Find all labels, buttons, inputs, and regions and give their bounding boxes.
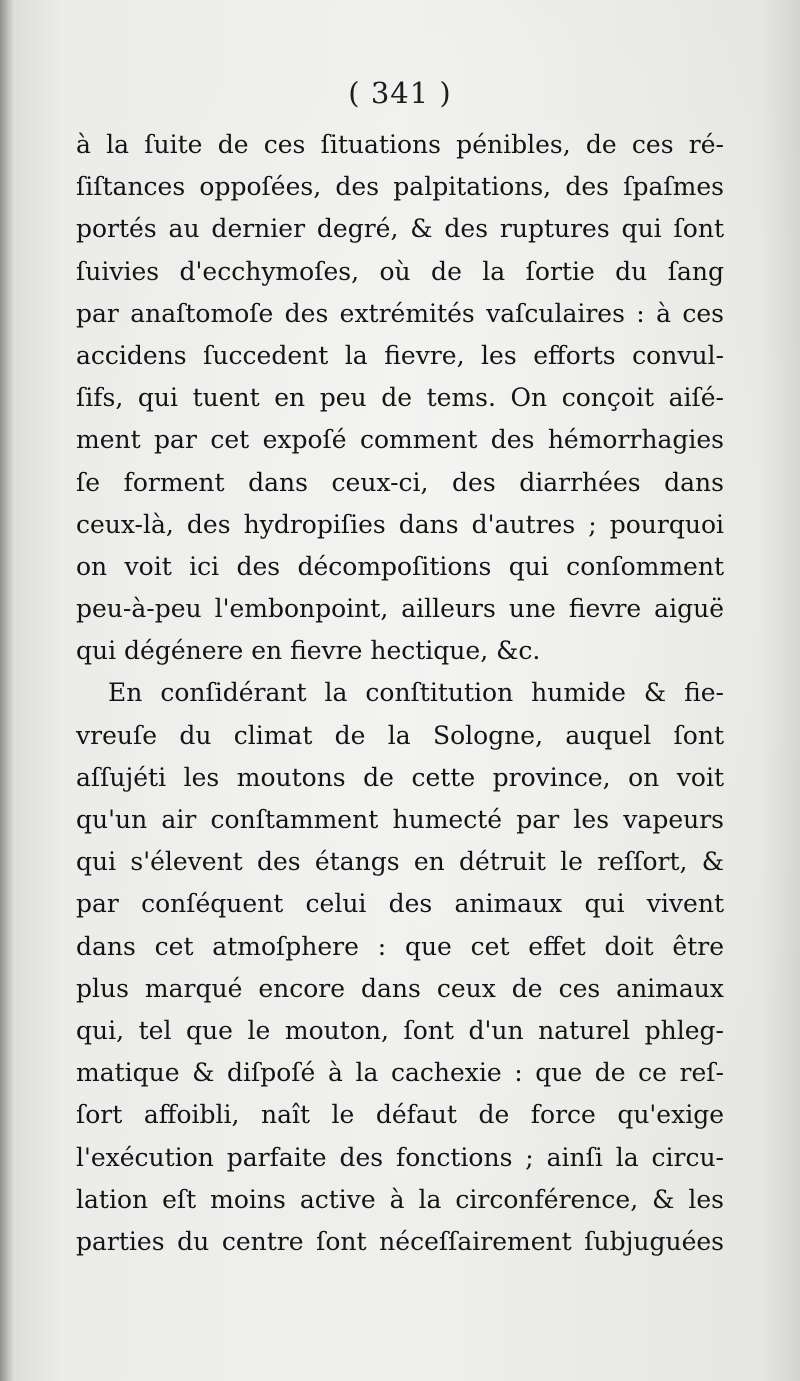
text-line: on voit ici des décompoſitions qui conſomment — [76, 551, 724, 581]
page-number: ( 341 ) — [348, 76, 452, 110]
text-line: qui dégénere en fievre hectique, &c. — [76, 636, 541, 666]
text-line: à la ſuite de ces ſituations pénibles, de ces ré- — [76, 130, 724, 159]
text-line: qui, tel que le mouton, ſont d'un naturel phleg- — [76, 1015, 724, 1045]
text-line: par anaſtomoſe des extrémités vaſculaires : à ces — [76, 298, 724, 328]
text-line: lation eſt moins active à la circonférence, & les — [76, 1184, 724, 1214]
body-text — [76, 124, 724, 1263]
text-line: portés au dernier degré, & des ruptures qui ſont — [76, 214, 724, 244]
text-line: ment par cet expoſé comment des hémorrhagies — [76, 425, 724, 455]
text-line: aſſujéti les moutons de cette province, on voit — [76, 762, 724, 792]
text-line: par conſéquent celui des animaux qui vivent — [76, 889, 724, 919]
text-line: ſifs, qui tuent en peu de tems. On conçoit aiſé- — [76, 383, 724, 413]
page-binding-edge — [0, 0, 14, 1381]
text-line: ſort affoibli, naît le défaut de force qu'exige — [76, 1100, 724, 1130]
text-line: accidens ſuccedent la fievre, les efforts convul- — [76, 340, 724, 370]
text-line: parties du centre ſont néceſſairement ſubjuguées — [76, 1226, 724, 1256]
text-line: matique & diſpoſé à la cachexie : que de ce reſ- — [76, 1058, 724, 1088]
text-line: peu-à-peu l'embonpoint, ailleurs une fievre aiguë — [76, 594, 724, 624]
text-line: qu'un air conſtamment humecté par les vapeurs — [76, 805, 724, 834]
text-line: ceux-là, des hydropiſies dans d'autres ; pourquoi — [76, 509, 724, 539]
text-line: ſiſtances oppoſées, des palpitations, des ſpaſmes — [76, 172, 724, 202]
text-line: ſuivies d'ecchymoſes, où de la ſortie du ſang — [76, 256, 724, 286]
text-line: plus marqué encore dans ceux de ces animaux — [76, 973, 724, 1003]
text-line: ſe forment dans ceux-ci, des diarrhées dans — [76, 467, 724, 497]
text-line: vreuſe du climat de la Sologne, auquel ſont — [76, 720, 724, 750]
text-line: dans cet atmoſphere : que cet effet doit être — [76, 931, 724, 961]
text-line: qui s'élevent des étangs en détruit le reſſort, & — [76, 847, 724, 877]
text-line: l'exécution parfaite des fonctions ; ainſi la circu- — [76, 1142, 724, 1172]
paragraph-start-line: En conſidérant la conſtitution humide & fie- — [108, 678, 724, 708]
